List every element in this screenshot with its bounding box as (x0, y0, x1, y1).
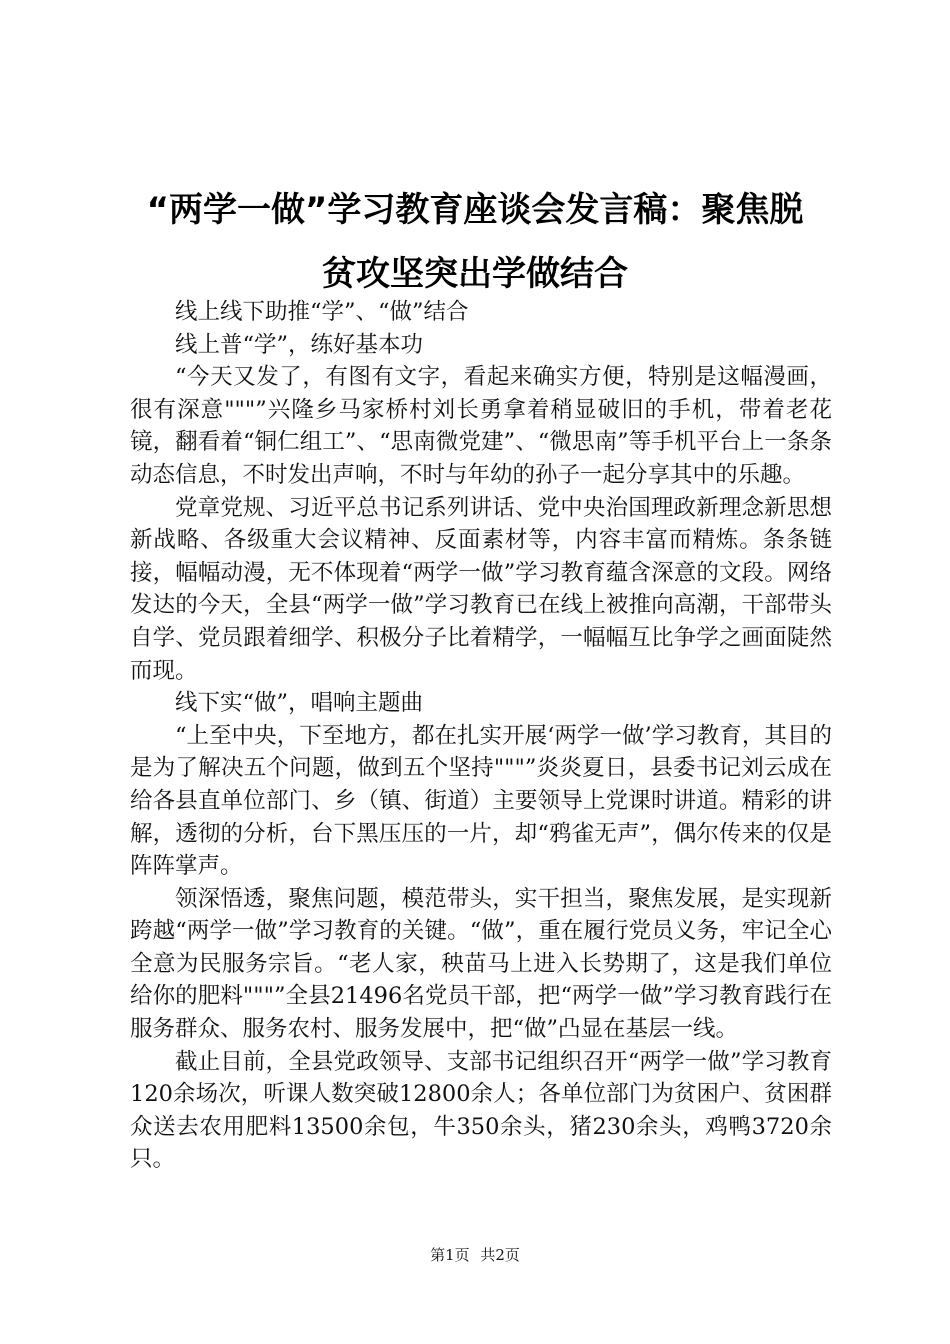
paragraph-party-lecture: “上至中央，下至地方，都在扎实开展‘两学一做’学习教育，其目的是为了解决五个问题，做到五个坚持"""”炎炎夏日，县委书记刘云成在给各县直单位部门、乡（镇、街道）主要领导上党课时讲道。精彩的讲解，透彻的分析，台下黑压压的一片，却“鸦雀无声”，偶尔传来的仅是阵阵掌声。 (130, 722, 832, 880)
paragraph-villager-quote: “今天又发了，有图有文字，看起来确实方便，特别是这幅漫画，很有深意"""”兴隆乡马家桥村刘长勇拿着稍显破旧的手机，带着老花镜，翻看着“铜仁组工”、“思南微党建”、“微思南”等手机平台上一条条动态信息，不时发出声响，不时与年幼的孙子一起分享其中的乐趣。 (130, 364, 832, 488)
paragraph-statistics: 截止目前，全县党政领导、支部书记组织召开“两学一做”学习教育120余场次，听课人数突破12800余人；各单位部门为贫困户、贫困群众送去农用肥料13500余包，牛350余头，猪230余头，鸡鸭3720余只。 (130, 1048, 832, 1173)
page-footer (0, 1245, 950, 1265)
paragraph-online-content: 党章党规、习近平总书记系列讲话、党中央治国理政新理念新思想新战略、各级重大会议精神、反面素材等，内容丰富而精炼。条条链接，幅幅动漫，无不体现着“两学一做”学习教育蕴含深意的文段。网络发达的今天，全县“两学一做”学习教育已在线上被推向高潮，干部带头自学、党员跟着细学、积极分子比着精学，一幅幅互比争学之画面陡然而现。 (130, 494, 832, 684)
title-line-1: “两学一做”学习教育座谈会发言稿：聚焦脱 (146, 190, 804, 230)
page-total: 共2页 (480, 1246, 520, 1264)
paragraph-subheading-online-offline: 线上线下助推“学”、“做”结合 (175, 299, 469, 325)
page-number: 第1页 (430, 1246, 470, 1264)
title-line-2: 贫攻坚突出学做结合 (322, 254, 628, 294)
paragraph-subheading-online-study: 线上普“学”，练好基本功 (175, 331, 424, 358)
document-title (118, 178, 832, 306)
paragraph-subheading-offline-practice: 线下实“做”，唱响主题曲 (175, 690, 424, 717)
paragraph-key-practice: 领深悟透，聚焦问题，模范带头，实干担当，聚焦发展，是实现新跨越“两学一做”学习教育的关键。“做”，重在履行党员义务，牢记全心全意为民服务宗旨。“老人家，秧苗马上进入长势期了，这是我们单位给你的肥料"""”全县21496名党员干部，把“两学一做”学习教育践行在服务群众、服务农村、服务发展中，把“做”凸显在基层一线。 (130, 885, 832, 1043)
document-body (130, 296, 832, 1176)
